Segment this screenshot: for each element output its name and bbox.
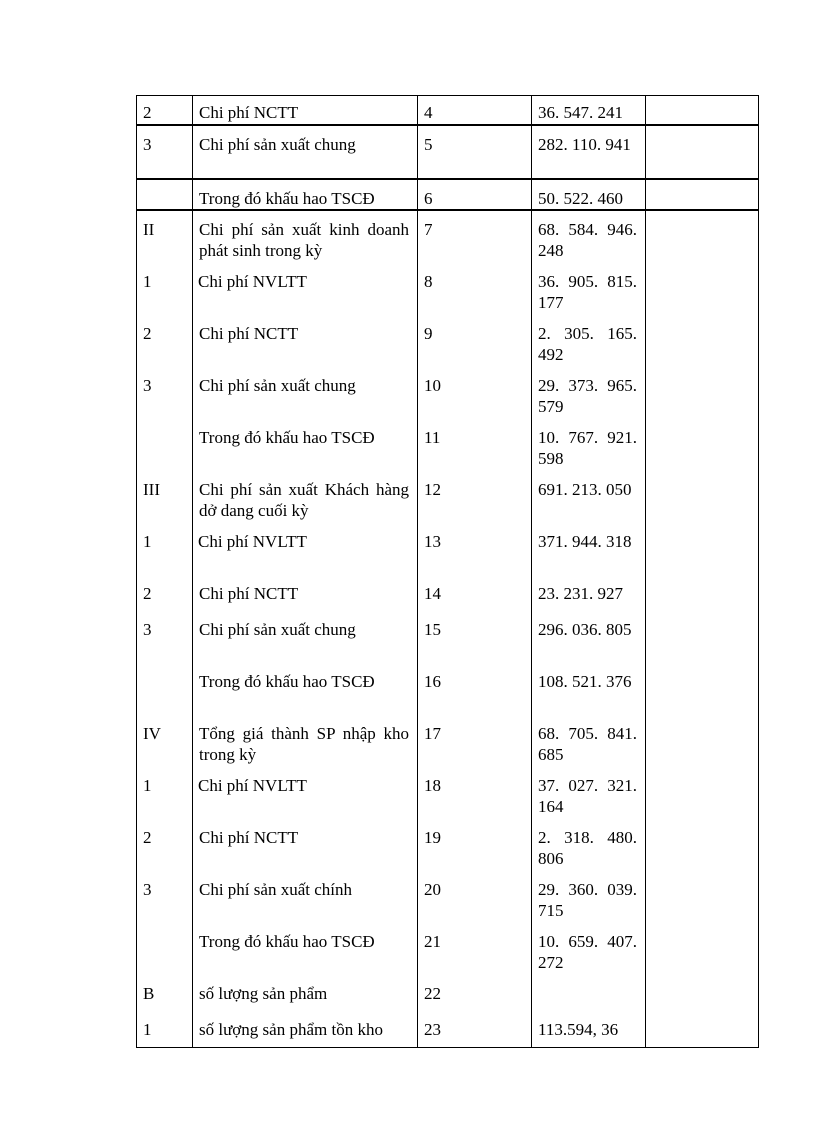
row-note [646,125,759,179]
row-amount: 37. 027. 321. 164 [532,767,646,819]
row-code: 6 [418,179,532,210]
row-amount: 68. 705. 841. 685 [532,715,646,767]
table-row [137,125,759,179]
row-number: 1 [137,523,193,575]
row-description: Trong đó khấu hao TSCĐ [193,419,418,471]
row-code: 18 [418,767,532,819]
table-row [137,96,759,126]
row-description: Chi phí NCTT [193,575,418,611]
table-row [137,263,759,315]
row-code: 7 [418,210,532,263]
row-note [646,663,759,715]
row-amount: 371. 944. 318 [532,523,646,575]
row-number: II [137,210,193,263]
row-note [646,96,759,126]
row-number: 3 [137,611,193,663]
row-number [137,179,193,210]
table-row [137,923,759,975]
row-code: 15 [418,611,532,663]
cost-table [136,95,759,1048]
row-number: III [137,471,193,523]
row-amount: 282. 110. 941 [532,125,646,179]
table-row [137,715,759,767]
row-code: 21 [418,923,532,975]
row-note [646,575,759,611]
table-row [137,663,759,715]
table-row [137,179,759,210]
row-amount: 10. 659. 407. 272 [532,923,646,975]
row-description: Chi phí sản xuất chung [193,367,418,419]
row-amount: 23. 231. 927 [532,575,646,611]
table-row [137,210,759,263]
row-note [646,315,759,367]
row-number [137,419,193,471]
row-note [646,367,759,419]
row-code: 10 [418,367,532,419]
table-row [137,471,759,523]
row-description: Tổng giá thành SP nhập kho trong kỳ [193,715,418,767]
row-number: 3 [137,125,193,179]
row-number [137,923,193,975]
row-number: 2 [137,96,193,126]
row-note [646,767,759,819]
row-note [646,179,759,210]
row-number: 2 [137,315,193,367]
row-amount: 29. 373. 965. 579 [532,367,646,419]
row-amount: 2. 318. 480. 806 [532,819,646,871]
table-row [137,871,759,923]
row-description: Trong đó khấu hao TSCĐ [193,179,418,210]
row-number: 2 [137,819,193,871]
row-number [137,663,193,715]
row-note [646,819,759,871]
row-number: 1 [137,1011,193,1048]
row-code: 14 [418,575,532,611]
table-row [137,367,759,419]
row-amount: 296. 036. 805 [532,611,646,663]
row-amount [532,975,646,1011]
row-code: 16 [418,663,532,715]
row-description: Chi phí sản xuất Khách hàng dở dang cuối kỳ [193,471,418,523]
row-amount: 36. 905. 815. 177 [532,263,646,315]
row-number: IV [137,715,193,767]
table-row [137,419,759,471]
row-code: 8 [418,263,532,315]
row-description: Trong đó khấu hao TSCĐ [193,923,418,975]
table-row [137,819,759,871]
row-note [646,1011,759,1048]
row-note [646,523,759,575]
row-description: Chi phí NCTT [193,96,418,126]
row-description: số lượng sản phẩm [193,975,418,1011]
row-description: Chi phí NVLTT [193,263,418,315]
table-row [137,767,759,819]
row-note [646,611,759,663]
row-amount: 108. 521. 376 [532,663,646,715]
table-row [137,611,759,663]
table-row [137,575,759,611]
row-description: Chi phí NCTT [193,315,418,367]
row-description: Chi phí sản xuất chung [193,125,418,179]
row-code: 13 [418,523,532,575]
row-number: B [137,975,193,1011]
row-description: Chi phí NVLTT [193,767,418,819]
row-code: 4 [418,96,532,126]
row-code: 17 [418,715,532,767]
row-note [646,923,759,975]
row-description: Chi phí sản xuất chung [193,611,418,663]
row-amount: 113.594, 36 [532,1011,646,1048]
table-row [137,315,759,367]
row-code: 12 [418,471,532,523]
row-number: 1 [137,263,193,315]
row-note [646,419,759,471]
row-code: 19 [418,819,532,871]
row-note [646,263,759,315]
row-description: Chi phí NCTT [193,819,418,871]
row-amount: 68. 584. 946. 248 [532,210,646,263]
row-code: 20 [418,871,532,923]
table-row [137,1011,759,1048]
row-code: 23 [418,1011,532,1048]
row-number: 3 [137,871,193,923]
row-number: 1 [137,767,193,819]
row-note [646,715,759,767]
row-code: 11 [418,419,532,471]
row-amount: 691. 213. 050 [532,471,646,523]
row-description: Chi phí sản xuất chính [193,871,418,923]
row-code: 5 [418,125,532,179]
row-number: 3 [137,367,193,419]
row-description: Trong đó khấu hao TSCĐ [193,663,418,715]
row-amount: 50. 522. 460 [532,179,646,210]
table-row [137,975,759,1011]
row-note [646,975,759,1011]
row-amount: 10. 767. 921. 598 [532,419,646,471]
row-description: Chi phí sản xuất kinh doanh phát sinh trong kỳ [193,210,418,263]
row-code: 22 [418,975,532,1011]
row-code: 9 [418,315,532,367]
row-description: số lượng sản phẩm tồn kho [193,1011,418,1048]
row-number: 2 [137,575,193,611]
row-amount: 29. 360. 039. 715 [532,871,646,923]
table-row [137,523,759,575]
row-note [646,210,759,263]
row-amount: 2. 305. 165. 492 [532,315,646,367]
row-note [646,871,759,923]
row-amount: 36. 547. 241 [532,96,646,126]
row-note [646,471,759,523]
row-description: Chi phí NVLTT [193,523,418,575]
